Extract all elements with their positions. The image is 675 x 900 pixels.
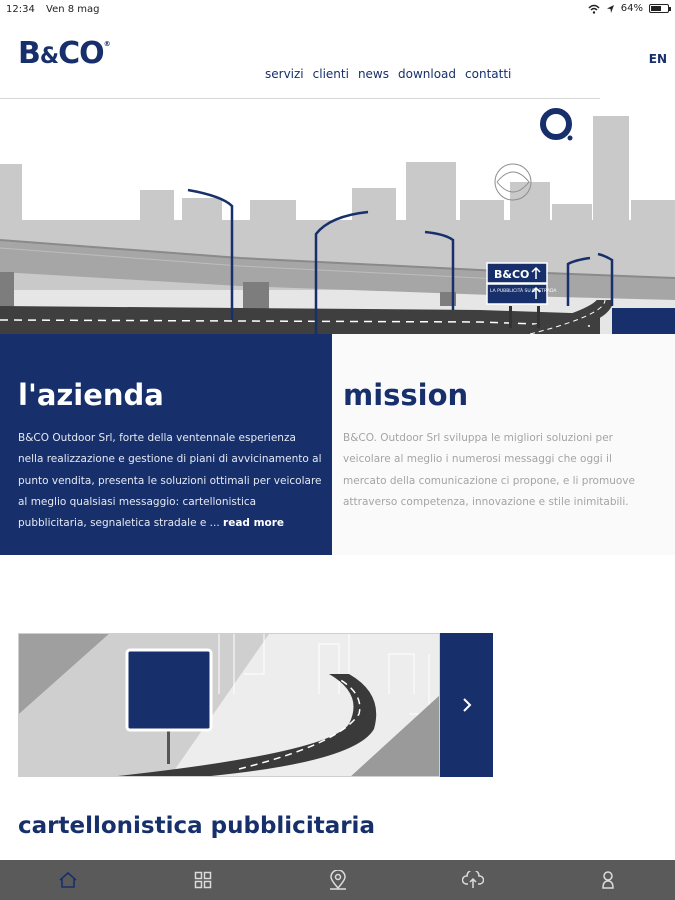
logo-b: B [18,36,40,71]
carousel-illustration [19,634,440,777]
sign-caption-text: LA PUBBLICITÀ SU DI STRADA [490,289,557,294]
map-pin-icon [329,870,347,890]
contact-icon [600,870,616,890]
home-icon [58,871,78,889]
mission-panel [332,334,675,555]
battery-percent: 64% [620,3,643,14]
tab-contact[interactable] [588,860,628,900]
status-right [588,3,669,14]
chevron-right-icon [461,697,473,713]
tab-home[interactable] [48,860,88,900]
battery-fill [651,6,661,11]
carousel-next-button[interactable] [440,633,493,777]
nav-servizi[interactable]: servizi [265,67,304,81]
brand-logo[interactable] [18,36,110,71]
nav-news[interactable]: news [357,67,389,81]
location-arrow-icon [606,4,615,14]
header-divider [0,98,600,99]
nav-contatti[interactable]: contatti [465,67,512,81]
tab-grid[interactable] [183,860,223,900]
logo-co: CO [58,36,104,71]
battery-icon [649,4,669,13]
hero-illustration [0,100,675,334]
wifi-icon [588,4,600,14]
nav-clienti[interactable]: clienti [312,67,349,81]
azienda-text [18,428,323,534]
mission-title: mission [343,378,469,412]
main-nav [265,67,511,81]
mission-body: B&CO. Outdoor Srl sviluppa le migliori soluzioni per veicolare al meglio i numerosi messaggi che oggi il mercato della comunicazione ci propone, e li promuove attraverso competenza, innovazione e stile inimitabili. [343,432,635,508]
grid-icon [194,871,212,889]
logo-reg: ® [103,40,110,48]
hero-city-svg [0,100,675,334]
azienda-body: B&CO Outdoor Srl, forte della ventennale esperienza nella realizzazione e gestione di piani di avvicinamento al punto vendita, presenta le soluzioni ottimali per veicolare al meglio qualsiasi messaggio: cartellonistica pubblicitaria, segnaletica stradale e ... [18,432,322,530]
tab-cloud[interactable] [453,860,493,900]
section-title: cartellonistica pubblicitaria [18,813,375,839]
status-bar [0,0,675,20]
azienda-title: l'azienda [18,378,164,412]
azienda-panel [0,334,332,555]
bottom-tab-bar [0,860,675,900]
carousel-image[interactable] [18,633,440,777]
status-date: Ven 8 mag [46,4,100,15]
tab-map[interactable] [318,860,358,900]
status-time: 12:34 [6,4,35,15]
cloud-upload-icon [462,871,484,889]
read-more-link[interactable]: read more [223,517,285,530]
sign-brand-text: B&CO [494,268,530,281]
logo-amp: & [39,44,59,69]
language-switch[interactable]: EN [648,52,667,66]
nav-download[interactable]: download [398,67,457,81]
